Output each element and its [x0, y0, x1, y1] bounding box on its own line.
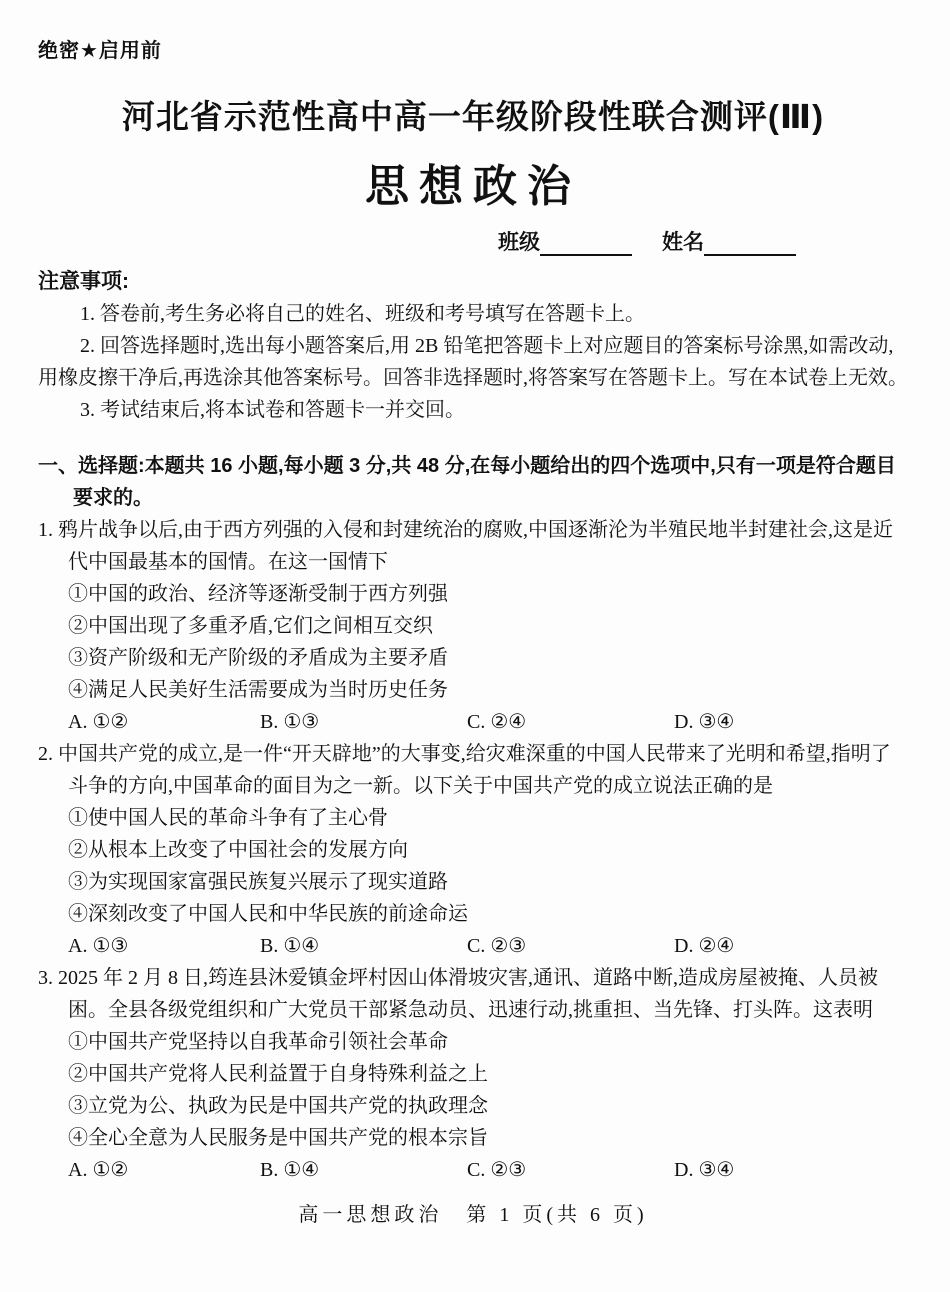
question-2-item-2: ②从根本上改变了中国社会的发展方向	[68, 839, 408, 861]
question-2	[38, 738, 908, 962]
question-1-option-a: A. ①②	[68, 711, 129, 733]
question-3-item-2: ②中国共产党将人民利益置于自身特殊利益之上	[68, 1063, 488, 1085]
notice-item-2: 2. 回答选择题时,选出每小题答案后,用 2B 铅笔把答题卡上对应题目的答案标号涂黑,如需改动,用橡皮擦干净后,再选涂其他答案标号。回答非选择题时,将答案写在答题卡上。写在本试卷上无效。	[38, 335, 908, 389]
question-1-item-3: ③资产阶级和无产阶级的矛盾成为主要矛盾	[68, 647, 448, 669]
question-3-item-1: ①中国共产党坚持以自我革命引领社会革命	[68, 1031, 448, 1053]
question-1	[38, 514, 908, 738]
section-heading-choice-questions: 一、选择题:本题共 16 小题,每小题 3 分,共 48 分,在每小题给出的四个选项中,只有一项是符合题目要求的。	[38, 455, 896, 509]
page-footer: 高一思想政治 第 1 页(共 6 页)	[298, 1204, 648, 1226]
secrecy-marking: 绝密★启用前	[38, 40, 162, 62]
question-1-item-1: ①中国的政治、经济等逐渐受制于西方列强	[68, 583, 448, 605]
question-3	[38, 962, 908, 1186]
question-1-stem: 1. 鸦片战争以后,由于西方列强的入侵和封建统治的腐败,中国逐渐沦为半殖民地半封建社会,这是近代中国最基本的国情。在这一国情下	[38, 519, 893, 573]
name-blank-line	[704, 230, 796, 256]
question-3-option-d: D. ③④	[674, 1159, 735, 1181]
student-info-row	[38, 226, 908, 256]
question-3-stem: 3. 2025 年 2 月 8 日,筠连县沐爱镇金坪村因山体滑坡灾害,通讯、道路中断,造成房屋被掩、人员被困。全县各级党组织和广大党员干部紧急动员、迅速行动,挑重担、当先锋、打头阵。这表明	[38, 967, 878, 1021]
question-2-item-3: ③为实现国家富强民族复兴展示了现实道路	[68, 871, 448, 893]
class-label: 班级	[498, 231, 540, 254]
question-1-item-2: ②中国出现了多重矛盾,它们之间相互交织	[68, 615, 433, 637]
name-field	[662, 226, 796, 256]
question-2-item-1: ①使中国人民的革命斗争有了主心骨	[68, 807, 388, 829]
question-2-stem: 2. 中国共产党的成立,是一件“开天辟地”的大事变,给灾难深重的中国人民带来了光明和希望,指明了斗争的方向,中国革命的面目为之一新。以下关于中国共产党的成立说法正确的是	[38, 743, 891, 797]
notice-heading: 注意事项:	[38, 270, 129, 293]
question-2-options	[38, 930, 908, 962]
exam-title: 河北省示范性高中高一年级阶段性联合测评(Ⅲ)	[121, 98, 825, 135]
question-2-item-4: ④深刻改变了中国人民和中华民族的前途命运	[68, 903, 468, 925]
class-blank-line	[540, 230, 632, 256]
notice-item-1: 1. 答卷前,考生务必将自己的姓名、班级和考号填写在答题卡上。	[80, 303, 645, 325]
question-3-option-a: A. ①②	[68, 1159, 129, 1181]
question-3-item-3: ③立党为公、执政为民是中国共产党的执政理念	[68, 1095, 488, 1117]
notice-section	[38, 266, 908, 426]
notice-item-3: 3. 考试结束后,将本试卷和答题卡一并交回。	[80, 399, 465, 421]
class-field	[498, 226, 632, 256]
question-3-option-b: B. ①④	[260, 1159, 320, 1181]
question-1-options	[38, 706, 908, 738]
question-1-option-d: D. ③④	[674, 711, 735, 733]
subject-title: 思想政治	[365, 162, 581, 211]
question-2-option-c: C. ②③	[467, 935, 527, 957]
question-2-option-d: D. ②④	[674, 935, 735, 957]
name-label: 姓名	[662, 231, 704, 254]
question-2-option-a: A. ①③	[68, 935, 129, 957]
question-2-option-b: B. ①④	[260, 935, 320, 957]
question-1-item-4: ④满足人民美好生活需要成为当时历史任务	[68, 679, 448, 701]
question-3-option-c: C. ②③	[467, 1159, 527, 1181]
question-1-option-c: C. ②④	[467, 711, 527, 733]
question-3-options	[38, 1154, 908, 1186]
question-1-option-b: B. ①③	[260, 711, 320, 733]
question-3-item-4: ④全心全意为人民服务是中国共产党的根本宗旨	[68, 1127, 488, 1149]
